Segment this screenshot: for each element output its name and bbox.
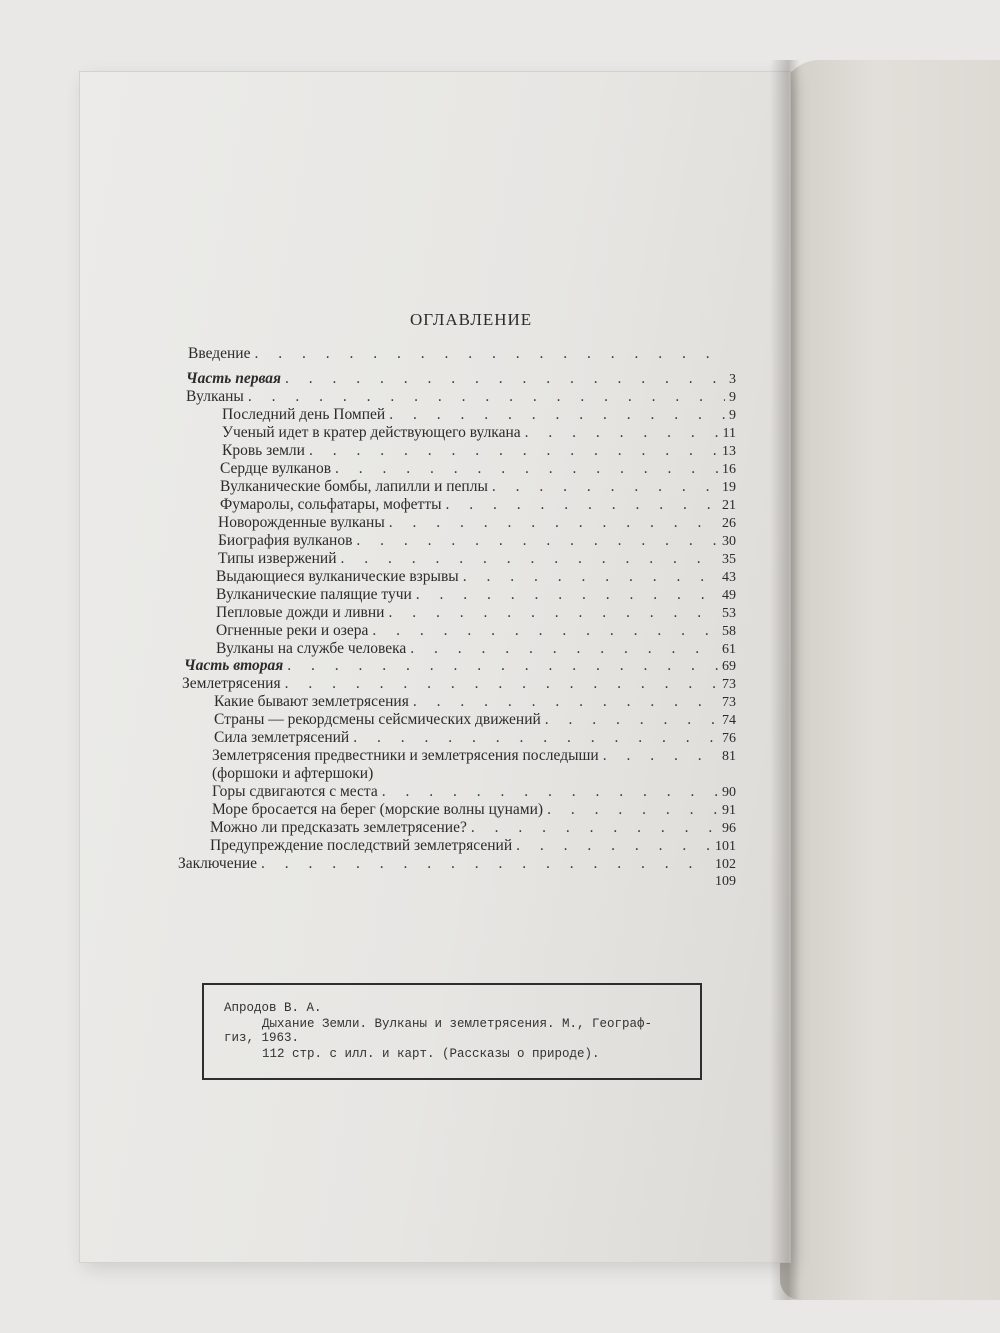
toc-entry (218, 550, 736, 568)
biblio-pages-line: 112 стр. с илл. и карт. (Рассказы о природе). (262, 1047, 600, 1061)
toc-entry (214, 711, 736, 729)
toc-entry (212, 801, 736, 819)
toc-entry (216, 640, 736, 658)
toc-entry (220, 496, 736, 514)
toc-entry-page: 49 (722, 588, 736, 603)
toc-entry-page: 35 (722, 552, 736, 567)
toc-entry (210, 837, 736, 855)
toc-entry-page: 58 (722, 624, 736, 639)
toc-entry (700, 873, 736, 891)
dot-leader (285, 675, 718, 693)
dot-leader (353, 729, 718, 747)
toc-part (186, 370, 736, 388)
toc-entry-page: 30 (722, 534, 736, 549)
toc-entry-page: 9 (729, 390, 736, 405)
biblio-publisher-line: гиз, 1963. (224, 1031, 300, 1045)
toc-title: ОГЛАВЛЕНИЕ (410, 310, 533, 329)
dot-leader (388, 604, 718, 622)
dot-leader (389, 514, 718, 532)
toc-entry-label: Вулканы (186, 388, 244, 405)
dot-leader (413, 693, 718, 711)
dot-leader (471, 819, 718, 837)
dot-leader (516, 837, 711, 855)
toc-entry-label: Сила землетрясений (214, 729, 350, 746)
toc-entry-page: 11 (722, 426, 736, 441)
toc-entry-page: 73 (722, 677, 736, 692)
toc-entry (220, 460, 736, 478)
dot-leader (287, 657, 718, 675)
dot-leader (356, 532, 718, 550)
dot-leader (603, 747, 718, 765)
dot-leader (492, 478, 718, 496)
toc-entry-label: Огненные реки и озера (216, 622, 369, 639)
toc-entry-page: 73 (722, 695, 736, 710)
toc-entry (222, 442, 736, 460)
toc-entry-label: Пепловые дожди и ливни (216, 604, 385, 621)
toc-entry (216, 622, 736, 640)
toc-part (184, 657, 736, 675)
dot-leader (372, 622, 718, 640)
toc-entry (182, 675, 736, 693)
toc-entry-label: Горы сдвигаются с места (212, 783, 378, 800)
toc-entry-label: Вулканические палящие тучи (216, 586, 412, 603)
toc-entry-page: 101 (715, 839, 736, 854)
toc-entry-page: 69 (722, 659, 736, 674)
toc-entry-label: Биография вулканов (218, 532, 353, 549)
toc-entry-page: 90 (722, 785, 736, 800)
toc-entry-label: Кровь земли (222, 442, 305, 459)
toc-entry (212, 783, 736, 801)
toc-entry-label: Можно ли предсказать землетрясение? (210, 819, 467, 836)
toc-entry-page: 19 (722, 480, 736, 495)
toc-entry-label: Выдающиеся вулканические взрывы (216, 568, 459, 585)
toc-entry-label: Ученый идет в кратер действующего вулкана (222, 424, 521, 441)
toc-entry (216, 586, 736, 604)
dot-leader (389, 406, 725, 424)
toc-part-label: Часть первая (186, 370, 282, 387)
toc-entry (210, 819, 736, 837)
toc-entry-page: 91 (722, 803, 736, 818)
toc-entry (214, 693, 736, 711)
toc-entry-label: Море бросается на берег (морские волны цунами) (212, 801, 544, 818)
biblio-author: Апродов В. А. (224, 1001, 322, 1015)
toc-entry (212, 747, 736, 765)
toc-entry-label: Землетрясения (182, 675, 281, 692)
toc-entry-label: Землетрясения предвестники и землетрясения последыши (212, 747, 599, 764)
toc-entry-page: 21 (722, 498, 736, 513)
dot-leader (248, 388, 725, 406)
toc-entry-page: 53 (722, 606, 736, 621)
dot-leader (446, 496, 718, 514)
dot-leader (463, 568, 718, 586)
bibliographic-record (202, 983, 702, 1080)
toc-entry-page: 16 (722, 462, 736, 477)
toc-entry (218, 514, 736, 532)
toc-entry-label: Типы извержений (218, 550, 337, 567)
toc-entry-page: 43 (722, 570, 736, 585)
dot-leader (285, 370, 725, 388)
toc-entry-continuation: (форшоки и афтершоки) (212, 765, 374, 782)
toc-entry (220, 478, 736, 496)
dot-leader (254, 345, 729, 363)
toc-entry-page: 109 (715, 874, 736, 889)
toc-entry-page: 96 (722, 821, 736, 836)
toc-entry-page: 76 (722, 731, 736, 746)
dot-leader (547, 801, 718, 819)
dot-leader (410, 640, 718, 658)
toc-entry-page: 3 (729, 372, 736, 387)
toc-entry-label: Предупреждение последствий землетрясений (210, 837, 513, 854)
dot-leader (416, 586, 718, 604)
toc-entry-page: 81 (722, 749, 736, 764)
toc-entry-label: Введение (188, 345, 251, 362)
toc-entry-label: Вулканы на службе человека (216, 640, 407, 657)
toc-entry-page: 13 (722, 444, 736, 459)
toc-entry (178, 855, 736, 873)
dot-leader (525, 424, 719, 442)
dot-leader (261, 855, 711, 873)
toc-entry (222, 424, 736, 442)
toc-entry-label: Какие бывают землетрясения (214, 693, 409, 710)
toc-entry-label: Сердце вулканов (220, 460, 332, 477)
toc-entry (188, 345, 733, 363)
toc-entry-label: Заключение (178, 855, 258, 872)
biblio-title-line: Дыхание Земли. Вулканы и землетрясения. М., Географ- (262, 1017, 653, 1031)
dot-leader (545, 711, 718, 729)
toc-entry-page: 26 (722, 516, 736, 531)
dot-leader (341, 550, 718, 568)
toc-entry (222, 406, 736, 424)
toc-entry-page: 61 (722, 642, 736, 657)
toc-entry (216, 604, 736, 622)
toc-entry-label: Новорожденные вулканы (218, 514, 385, 531)
toc-part-label: Часть вторая (184, 657, 284, 674)
toc-entry-page: 74 (722, 713, 736, 728)
toc-entry (218, 532, 736, 550)
dot-leader (335, 460, 718, 478)
toc-entry (214, 729, 736, 747)
toc-entry (216, 568, 736, 586)
toc-entry-page: 102 (715, 857, 736, 872)
dot-leader (382, 783, 718, 801)
dot-leader (309, 442, 718, 460)
toc-entry-label: Вулканические бомбы, лапилли и пеплы (220, 478, 488, 495)
toc-entry-label: Страны — рекордсмены сейсмических движений (214, 711, 541, 728)
toc-entry-page: 9 (729, 408, 736, 423)
toc-entry-label: Последний день Помпей (222, 406, 386, 423)
toc-entry (186, 388, 736, 406)
toc-entry-label: Фумаролы, сольфатары, мофетты (220, 496, 442, 513)
